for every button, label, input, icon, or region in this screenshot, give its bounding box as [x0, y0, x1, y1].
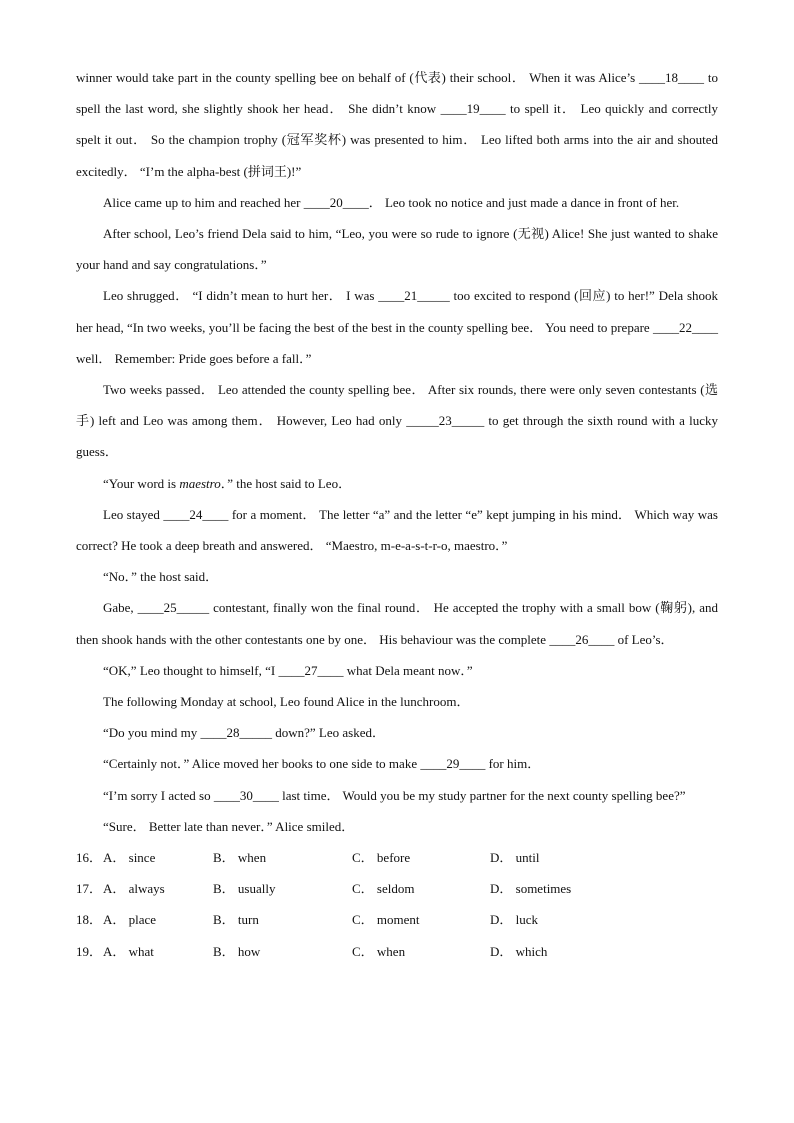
text: too excited to respond (回应) to her!” Dela shook her head, “In two weeks, you’ll be facing the best of the best in the county spelling bee． You need to prepare [76, 288, 719, 335]
passage-body [76, 62, 718, 967]
text: ．” the host said to Leo． [220, 475, 352, 491]
option-a: A． place [103, 912, 157, 928]
option-d: D． which [490, 943, 548, 959]
question-row [76, 936, 718, 967]
text: to spell the last word, she slightly shook her head． She didn’t know [76, 70, 718, 117]
blank-24: ____24____ [163, 506, 229, 522]
text: down?” Leo asked． [272, 725, 385, 741]
text: ． Leo took no notice and just made a dance in front of her. [368, 194, 680, 210]
question-number: 16． [76, 850, 103, 866]
paragraph-13 [76, 748, 718, 779]
paragraph-4 [76, 280, 718, 374]
text: “OK,” Leo thought to himself, “I [103, 662, 279, 678]
paragraph-12 [76, 717, 718, 748]
option-a: A． always [103, 881, 165, 897]
option-d: D． until [490, 850, 540, 866]
blank-29: ____29____ [420, 756, 486, 772]
text: Two weeks passed． Leo attended the county spelling bee． After six rounds, there were only seven contestants (选手) left and Leo was among them． However, Leo had only [76, 382, 718, 429]
text: “Do you mind my [103, 725, 201, 741]
question-row [76, 873, 718, 904]
blank-23: _____23_____ [406, 413, 485, 429]
paragraph-5 [76, 374, 718, 468]
text: “I’m sorry I acted so [103, 787, 214, 803]
paragraph-8: “No．” the host said． [103, 569, 219, 585]
blank-22: ____22____ [653, 319, 718, 335]
paragraph-9 [76, 592, 718, 654]
text: well． Remember: Pride goes before a fall．” [76, 350, 312, 366]
text: Gabe, [103, 600, 138, 616]
text: “Your word is [103, 475, 180, 491]
paragraph-7 [76, 499, 718, 561]
paragraph-15: “Sure． Better late than never．” Alice smiled． [103, 818, 355, 834]
paragraph-6 [76, 468, 718, 499]
word-maestro: maestro [179, 475, 221, 491]
blank-28: ____28_____ [200, 725, 272, 741]
text: to get through the sixth round with a lucky guess． [76, 413, 718, 460]
question-options [76, 842, 718, 967]
question-row [76, 904, 718, 935]
text: Leo stayed [103, 506, 164, 522]
option-c: C． moment [352, 912, 420, 928]
text: for him． [485, 756, 541, 772]
text: Leo shrugged． “I didn’t mean to hurt her． I was [103, 288, 379, 304]
option-b: B． how [213, 943, 261, 959]
text: “Certainly not．” Alice moved her books to one side to make [103, 756, 421, 772]
question-row [76, 842, 718, 873]
text: what Dela meant now．” [343, 662, 473, 678]
question-number: 17． [76, 881, 103, 897]
paragraph-10 [76, 655, 718, 686]
option-a: A． since [103, 850, 156, 866]
paragraph-3: After school, Leo’s friend Dela said to him, “Leo, you were so rude to ignore (无视) Alice! She just wanted to shake your hand and say congratulations．” [76, 226, 718, 273]
text: winner would take part in the county spelling bee on behalf of (代表) their school． When it was Alice’s [76, 70, 640, 85]
blank-20: ____20____ [303, 194, 369, 210]
text: of Leo’s． [614, 631, 674, 647]
question-number: 19． [76, 943, 103, 959]
text: contestant, finally won the final round． He accepted the trophy with a small bow (鞠躬), and then shook hands with the other contestants one by one． His behaviour was the complete [76, 600, 718, 647]
blank-27: ____27____ [278, 662, 344, 678]
text: for a moment． The letter “a” and the letter “e” kept jumping in his mind． Which way was correct? He took a deep breath and answered． “Maestro, m-e-a-s-t-r-o, maestro．” [76, 506, 718, 554]
option-d: D． sometimes [490, 881, 572, 897]
text: to spell it． Leo quickly and correctly spelt it out． So the champion trophy (冠军奖杯) was presented to him． Leo lifted both arms into the air and shouted excitedly． “I’m the alpha-best (拼词王)!” [76, 101, 718, 179]
blank-26: ____26____ [549, 631, 615, 647]
blank-18: ____18____ [639, 70, 705, 85]
text: Alice came up to him and reached her [103, 194, 304, 210]
option-d: D． luck [490, 912, 539, 928]
blank-30: ____30____ [213, 787, 279, 803]
option-c: C． seldom [352, 881, 415, 897]
text: last time． Would you be my study partner for the next county spelling bee?” [278, 787, 686, 803]
paragraph-14 [76, 780, 718, 811]
option-b: B． turn [213, 912, 259, 928]
option-b: B． usually [213, 881, 276, 897]
option-a: A． what [103, 943, 154, 959]
blank-25: ____25_____ [137, 600, 210, 616]
paragraph-2 [76, 187, 718, 218]
option-b: B． when [213, 850, 267, 866]
question-number: 18． [76, 912, 103, 928]
blank-19: ____19____ [440, 101, 506, 117]
paragraph-11: The following Monday at school, Leo found Alice in the lunchroom． [103, 694, 470, 710]
paragraph-1 [76, 62, 718, 187]
blank-21: ____21_____ [378, 288, 450, 304]
option-c: C． before [352, 850, 411, 866]
option-c: C． when [352, 943, 406, 959]
